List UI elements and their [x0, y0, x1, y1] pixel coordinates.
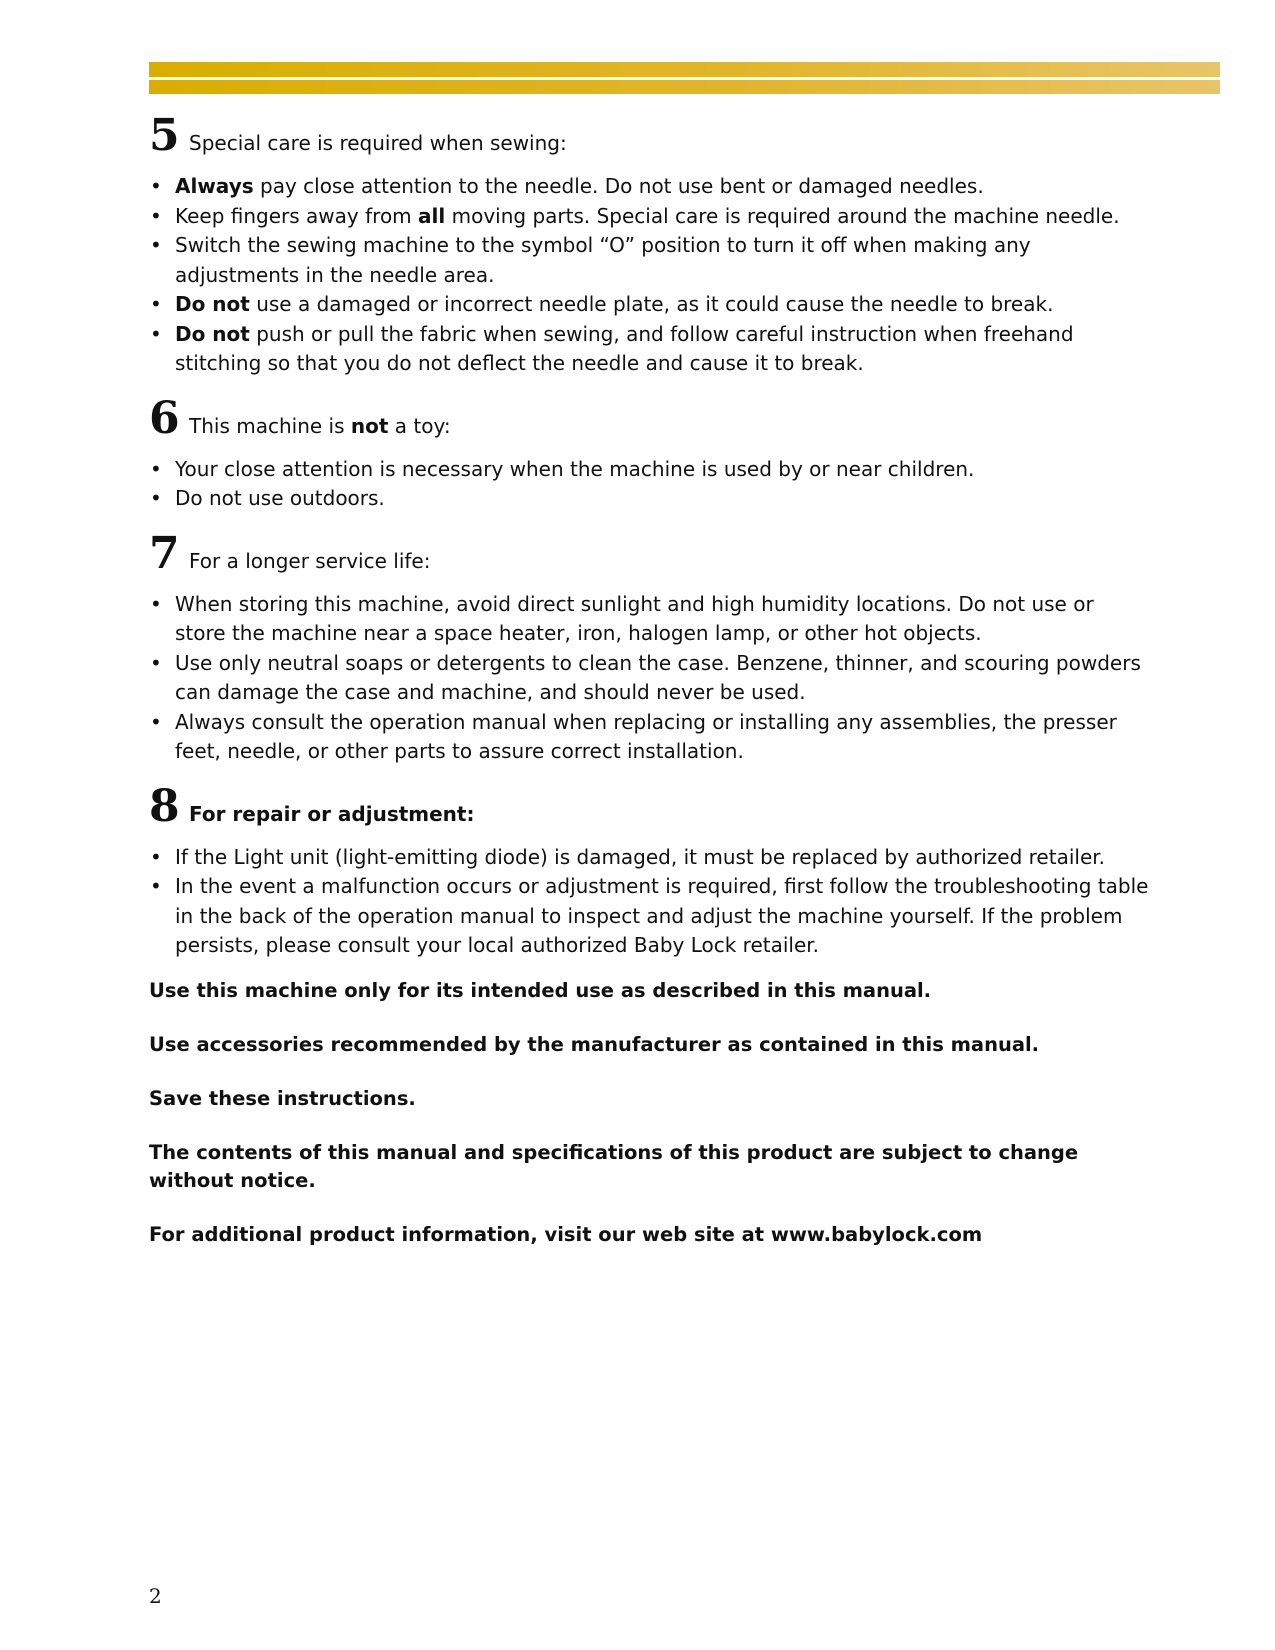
section-title: This machine is not a toy:	[189, 413, 451, 438]
section-number: 6	[149, 392, 180, 444]
note-subject-to-change: The contents of this manual and specifications of this product are subject to change without notice.	[149, 1140, 1079, 1192]
bullet-list	[149, 843, 1149, 961]
bullet-list	[149, 455, 1149, 514]
header-bar-top	[149, 62, 1220, 77]
section-number: 8	[149, 780, 180, 832]
list-item: • In the event a malfunction occurs or adjustment is required, first follow the troubleshooting table in the back of the operation manual to inspect and adjust the machine yourself. If the problem persists, please consult your local authorized Baby Lock retailer.	[149, 872, 1149, 961]
bullet-list	[149, 172, 1149, 379]
section-5	[149, 110, 1149, 379]
list-item: • Do not push or pull the fabric when sewing, and follow careful instruction when freehand stitching so that you do not deflect the needle and cause it to break.	[149, 320, 1149, 379]
section-7	[149, 528, 1149, 767]
section-6	[149, 393, 1149, 514]
list-item: • Do not use outdoors.	[149, 484, 1149, 514]
section-heading	[149, 781, 1149, 833]
section-title: For repair or adjustment:	[189, 801, 475, 826]
closing-notes	[149, 977, 1149, 1249]
list-item: • Do not use a damaged or incorrect needle plate, as it could cause the needle to break.	[149, 290, 1149, 320]
list-item: • Always pay close attention to the needle. Do not use bent or damaged needles.	[149, 172, 1149, 202]
section-heading	[149, 528, 1149, 580]
section-title: Special care is required when sewing:	[189, 131, 567, 155]
section-title: For a longer service life:	[189, 548, 431, 573]
list-item: • Use only neutral soaps or detergents to clean the case. Benzene, thinner, and scouring powders can damage the case and machine, and should never be used.	[149, 649, 1149, 708]
bullet-list	[149, 590, 1149, 767]
list-item: • Always consult the operation manual when replacing or installing any assemblies, the presser feet, needle, or other parts to assure correct installation.	[149, 708, 1149, 767]
list-item: • If the Light unit (light-emitting diode) is damaged, it must be replaced by authorized retailer.	[149, 843, 1149, 873]
note-accessories: Use accessories recommended by the manufacturer as contained in this manual.	[149, 1032, 1040, 1056]
section-number: 7	[149, 527, 180, 579]
list-item: • Your close attention is necessary when the machine is used by or near children.	[149, 455, 1149, 485]
list-item: • Keep fingers away from all moving parts. Special care is required around the machine needle.	[149, 202, 1149, 232]
section-heading	[149, 110, 1149, 162]
note-intended-use: Use this machine only for its intended use as described in this manual.	[149, 978, 932, 1002]
list-item: • Switch the sewing machine to the symbol “O” position to turn it off when making any adjustments in the needle area.	[149, 231, 1149, 290]
section-8	[149, 781, 1149, 961]
note-website: For additional product information, visit our web site at www.babylock.com	[149, 1222, 983, 1246]
section-number: 5	[149, 110, 180, 161]
header-bar-bottom	[149, 80, 1220, 94]
page-number: 2	[149, 1584, 162, 1608]
page-content	[149, 110, 1149, 1275]
list-item: • When storing this machine, avoid direct sunlight and high humidity locations. Do not use or store the machine near a space heater, iron, halogen lamp, or other hot objects.	[149, 590, 1149, 649]
section-heading	[149, 393, 1149, 445]
note-save-instructions: Save these instructions.	[149, 1086, 416, 1110]
